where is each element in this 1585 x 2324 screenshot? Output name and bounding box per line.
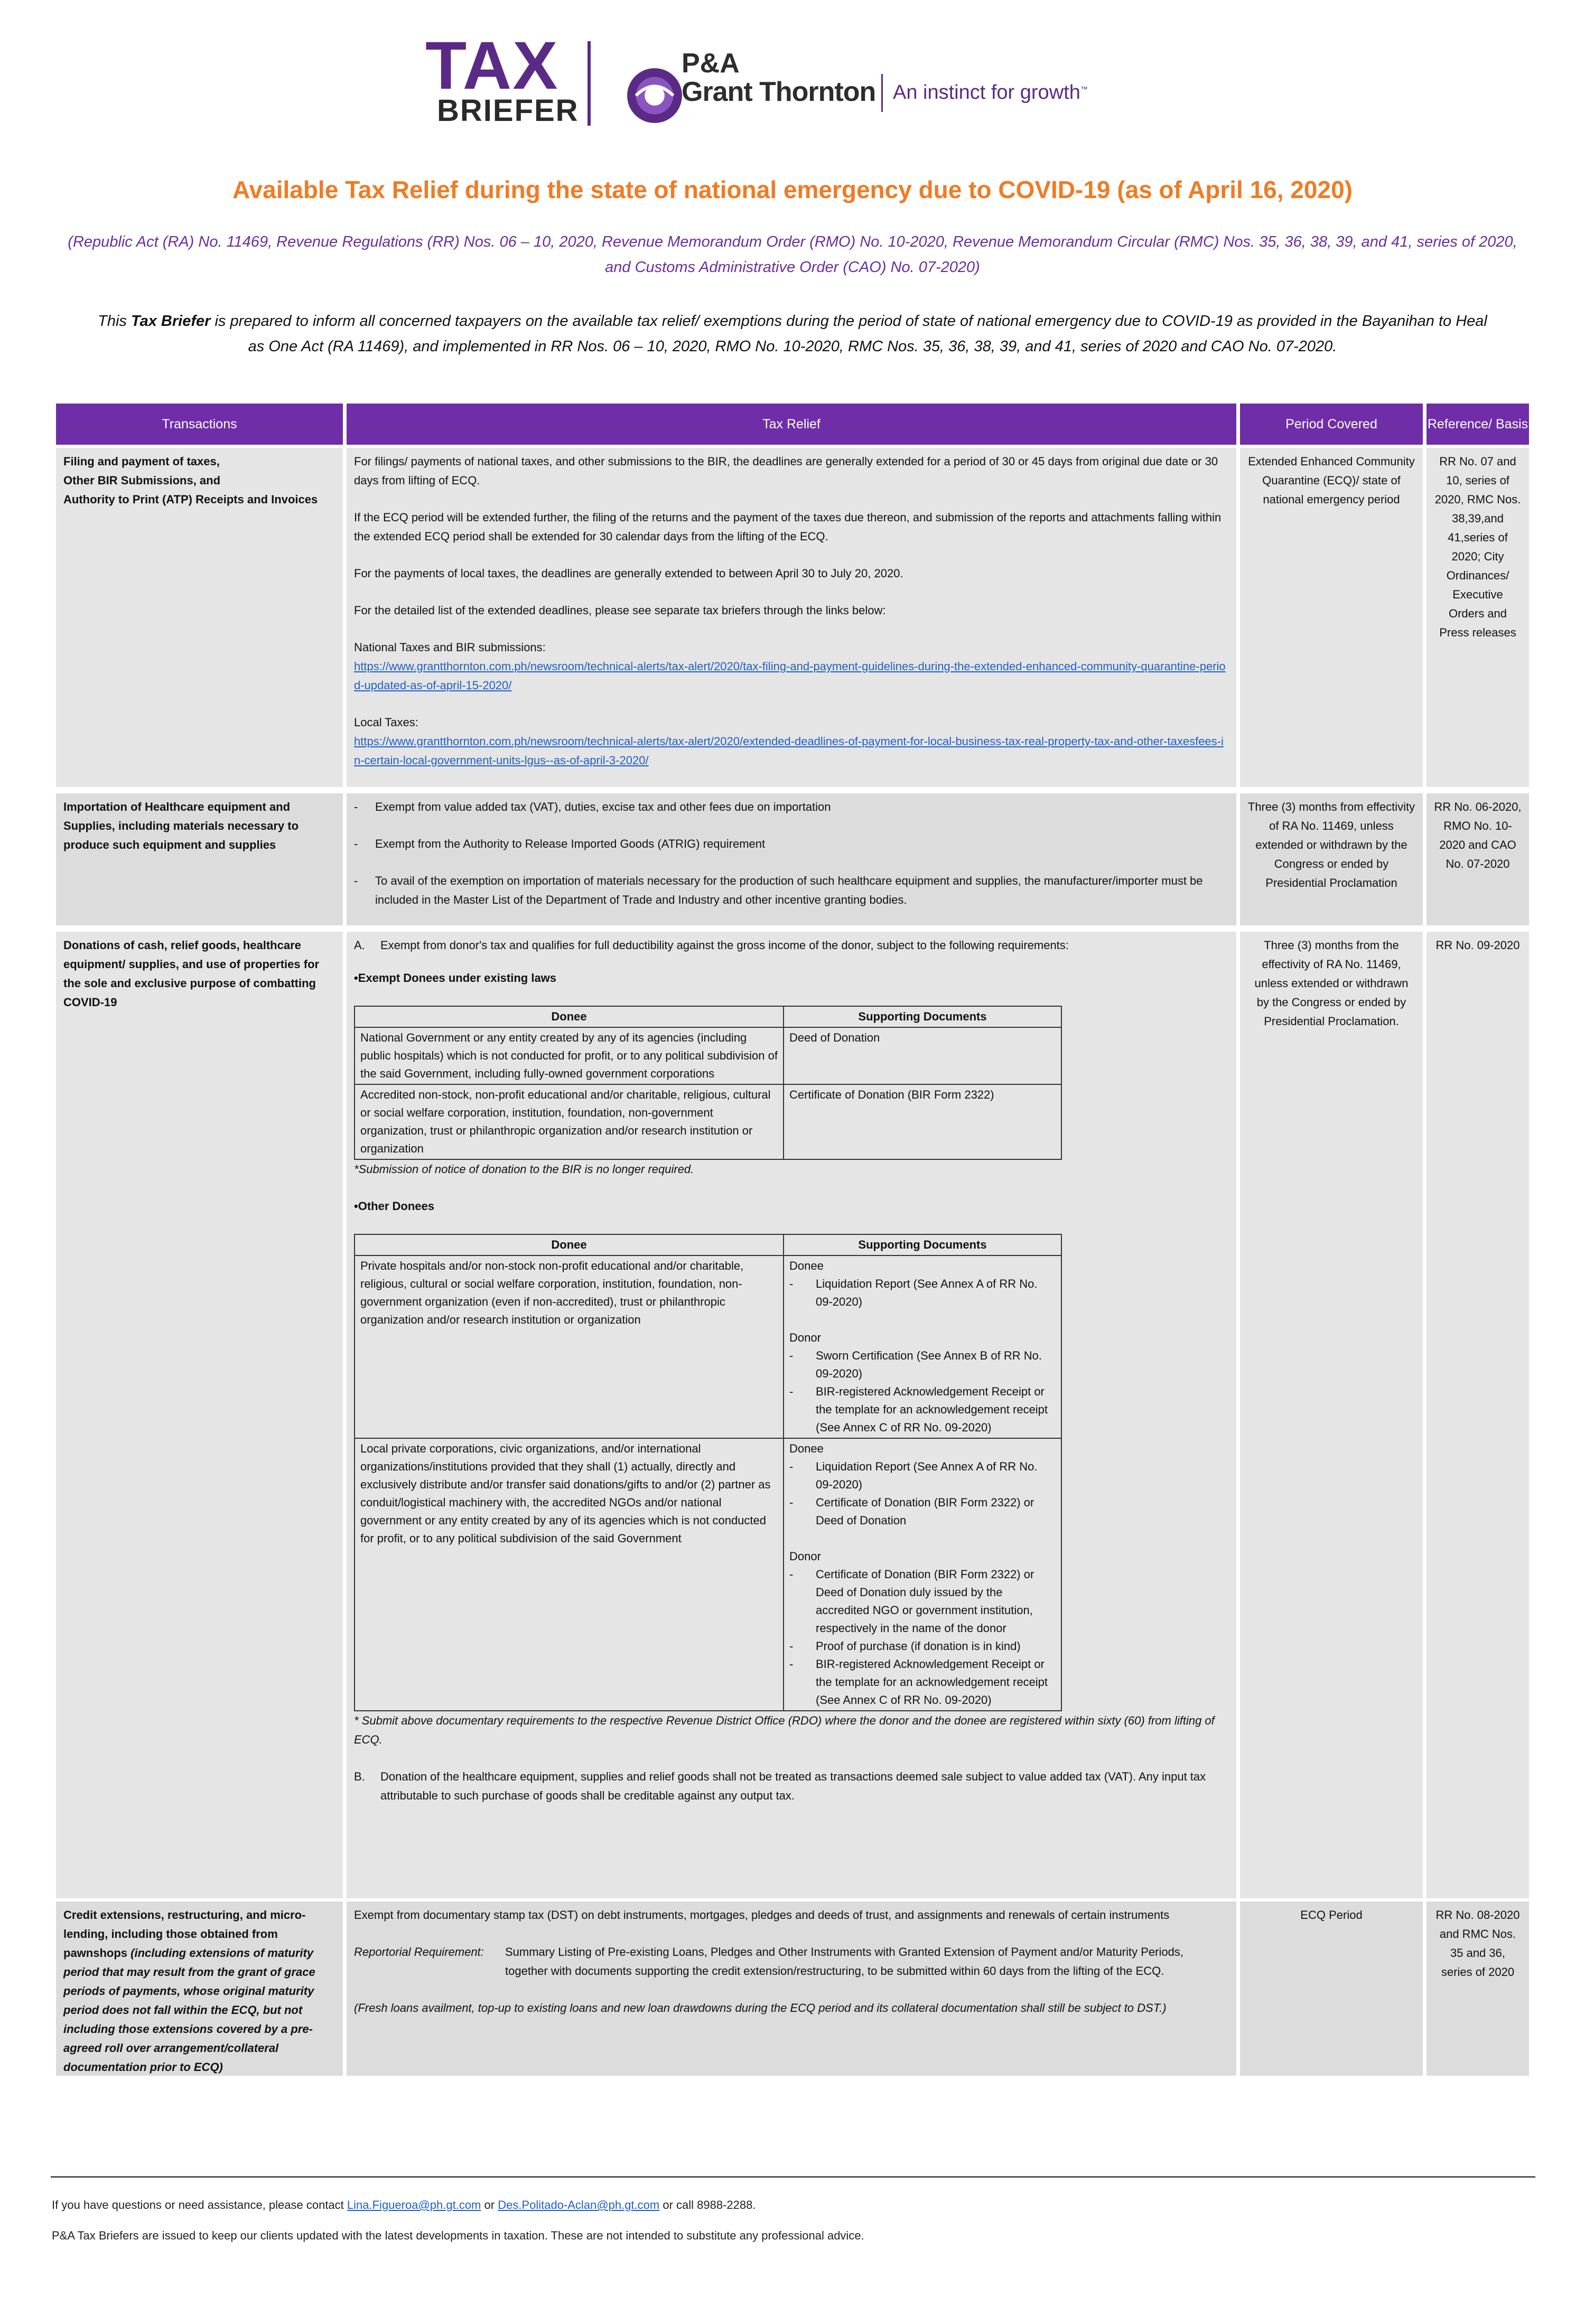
row3-tax-relief: A. Exempt from donor's tax and qualifies for full deductibility against the gross income of the donor, subject to the following requirements: •Exempt Donees under existing laws Donee Supporting Documents National Government or any entity created by any of its agencies (including public hospitals) which is not conducted for profit, or to any political subdivision of the said Government, including fully-owned government corporations Deed of Donation Accredited non-stock, non-profit educational and/or charitable, religious, cultural or social welfare corporation, institution, foundation, non-government organization, trust or philanthropic organization and/or research institution or organization Certificate of Donation (BIR Form 2322) *Submission of notice of donation to the BIR is no longer required. •Other Donees Donee Supporting Documents Private hospitals and/or non-stock non-profit educational and/or charitable, religious, cultural or social welfare corporation, institution, foundation, non-government organization (even if non-accredited), trust or philanthropic organization and/or research institution or organization Donee - Liquidation Report (See Annex A of RR No. 09-2020) Donor - Sworn Certification (See Annex B of RR No. 09-2020) - BIR-registered Acknowledgement Receipt or the template for an acknowledgement receipt (See Annex C of RR No. 09-2020) Local private corporations, civic organizations, and/or international organizations/institutions provided that they shall (1) actually, directly and exclusively distribute and/or transfer said donations/gifts to and/or (2) partner as conduit/logistical machinery with, the accredited NGOs and/or national government or any entity created by any of its agencies which is not conducted for profit, or to any political subdivision of the said Government Donee - Liquidation Report (See Annex A of RR No. 09-2020) - Certificate of Donation (BIR Form 2322) or Deed of Donation Donor - Certificate of Donation (BIR Form 2322) or Deed of Donation duly issued by the accredited NGO or government institution, respectively in the name of the donor - Proof of purchase (if donation is in kind) - BIR-registered Acknowledgement Receipt or the template for an acknowledgement receipt (See Annex C of RR No. 09-2020) * Submit above documentary requirements to the respective Revenue District Office (RDO) where the donor and the donee are registered within sixty (60) from lifting of ECQ. B. Donation of the healthcare equipment, supplies and relief goods shall not be treated as transactions deemed sale subject to value added tax (VAT). Any input tax attributable to such purchase of goods shall be creditable against any output tax. — [347, 932, 1236, 1898]
row3-reference: RR No. 09-2020 — [1426, 932, 1529, 1898]
row2-transaction: Importation of Healthcare equipment and Supplies, including materials necessary to produce such equipment and supplies — [56, 793, 343, 925]
tax-briefer-logo — [425, 28, 579, 129]
header-tax-relief: Tax Relief — [347, 404, 1236, 445]
tagline-divider — [881, 74, 883, 112]
row3-transaction: Donations of cash, relief goods, healthcare equipment/ supplies, and use of properties for the sole and exclusive purpose of combatting COVID-19 — [56, 932, 343, 1898]
local-taxes-link[interactable]: https://www.grantthornton.com.ph/newsroom/technical-alerts/tax-alert/2020/extended-deadlines-of-payment-for-local-business-tax-real-property-tax-and-other-taxesfees-in-certain-local-government-units-lgus--as-of-april-3-2020/ — [354, 735, 1224, 767]
row2-period: Three (3) months from effectivity of RA No. 11469, unless extended or withdrawn by the Congress or ended by Presidential Proclamation — [1240, 793, 1423, 925]
footer-divider — [51, 2176, 1535, 2178]
email-link-politado[interactable]: Des.Politado-Aclan@ph.gt.com — [498, 2198, 660, 2211]
row4-transaction: Credit extensions, restructuring, and micro-lending, including those obtained from pawnshops (including extensions of maturity period that may result from the grant of grace periods of payments, whose original maturity period does not fall within the ECQ, but not including those extensions covered by a pre-agreed roll over arrangement/collateral documentation prior to ECQ) — [56, 1901, 343, 2076]
row4-tax-relief: Exempt from documentary stamp tax (DST) on debt instruments, mortgages, pledges and deeds of trust, and assignments and renewals of certain instruments Reportorial Requirement: Summary Listing of Pre-existing Loans, Pledges and Other Instruments with Granted Extension of Payment and/or Maturity Periods, together with documents supporting the credit extension/restructuring, to be submitted within 60 days from the lifting of the ECQ. (Fresh loans availment, top-up to existing loans and new loan drawdowns during the ECQ period and its collateral documentation shall still be subject to DST.) — [347, 1901, 1236, 2076]
other-donees-table: Donee Supporting Documents Private hospitals and/or non-stock non-profit educational and/or charitable, religious, cultural or social welfare corporation, institution, foundation, non-government organization (even if non-accredited), trust or philanthropic organization and/or research institution or organization Donee - Liquidation Report (See Annex A of RR No. 09-2020) Donor - Sworn Certification (See Annex B of RR No. 09-2020) - BIR-registered Acknowledgement Receipt or the template for an acknowledgement receipt (See Annex C of RR No. 09-2020) Local private corporations, civic organizations, and/or international organizations/institutions provided that they shall (1) actually, directly and exclusively distribute and/or transfer said donations/gifts to and/or (2) partner as conduit/logistical machinery with, the accredited NGOs and/or national government or any entity created by any of its agencies which is not conducted for profit, or to any political subdivision of the said Government Donee - Liquidation Report (See Annex A of RR No. 09-2020) - Certificate of Donation (BIR Form 2322) or Deed of Donation Donor - Certificate of Donation (BIR Form 2322) or Deed of Donation duly issued by the accredited NGO or government institution, respectively in the name of the donor - Proof of purchase (if donation is in kind) - BIR-registered Acknowledgement Receipt or the template for an acknowledgement receipt (See Annex C of RR No. 09-2020) — [354, 1234, 1062, 1711]
header-period-covered: Period Covered — [1240, 404, 1423, 445]
row3-period: Three (3) months from the effectivity of RA No. 11469, unless extended or withdrawn by the Congress or ended by Presidential Proclamation. — [1240, 932, 1423, 1898]
footer-disclaimer: P&A Tax Briefers are issued to keep our clients updated with the latest developments in taxation. These are not intended to substitute any professional advice. — [52, 2229, 864, 2242]
logo-briefer-text: BRIEFER — [437, 93, 579, 128]
page-subtitle: (Republic Act (RA) No. 11469, Revenue Regulations (RR) Nos. 06 – 10, 2020, Revenue Memorandum Order (RMO) No. 10-2020, Revenue Memorandum Circular (RMC) Nos. 35, 36, 38, 39, and 41, series of 2020, and Customs Administrative Order (CAO) No. 07-2020) — [68, 233, 1517, 276]
logo-firm-name: Grant Thornton — [682, 77, 876, 107]
row1-reference: RR No. 07 and 10, series of 2020, RMC Nos. 38,39,and 41,series of 2020; City Ordinances/ Executive Orders and Press releases — [1426, 448, 1529, 787]
logo-divider — [588, 41, 591, 126]
table-row: Accredited non-stock, non-profit educational and/or charitable, religious, cultural or social welfare corporation, institution, foundation, non-government organization, trust or philanthropic organization and/or research institution or organization Certificate of Donation (BIR Form 2322) — [355, 1084, 1061, 1159]
footer-contact: If you have questions or need assistance, please contact Lina.Figueroa@ph.gt.com or Des.Politado-Aclan@ph.gt.com or call 8988-2288. — [52, 2198, 756, 2211]
logo-pa-text: P&A — [682, 48, 740, 79]
header-transactions: Transactions — [56, 404, 343, 445]
row4-period: ECQ Period — [1240, 1901, 1423, 2076]
page-title: Available Tax Relief during the state of national emergency due to COVID-19 (as of April 16, 2020) — [232, 176, 1353, 203]
logo-tagline: An instinct for growth™ — [893, 81, 1088, 104]
logo-tax-text: TAX — [425, 28, 559, 104]
row2-reference: RR No. 06-2020, RMO No. 10-2020 and CAO No. 07-2020 — [1426, 793, 1529, 925]
table-row: National Government or any entity created by any of its agencies (including public hospitals) which is not conducted for profit, or to any political subdivision of the said Government, including fully-owned government corporations Deed of Donation — [355, 1027, 1061, 1084]
row2-tax-relief: - Exempt from value added tax (VAT), duties, excise tax and other fees due on importation - Exempt from the Authority to Release Imported Goods (ATRIG) requirement - To avail of the exemption on importation of materials necessary for the production of such healthcare equipment and supplies, the manufacturer/importer must be included in the Master List of the Department of Trade and Industry and other incentive granting bodies. — [347, 793, 1236, 925]
row1-tax-relief: For filings/ payments of national taxes, and other submissions to the BIR, the deadlines are generally extended for a period of 30 or 45 days from original due date or 30 days from lifting of ECQ. If the ECQ period will be extended further, the filing of the returns and the payment of the taxes due thereon, and submission of the reports and attachments falling within the extended ECQ period shall be extended for 30 calendar days from the lifting of the ECQ. For the payments of local taxes, the deadlines are generally extended to between April 30 to July 20, 2020. For the detailed list of the extended deadlines, please see separate tax briefers through the links below: National Taxes and BIR submissions: https://www.grantthornton.com.ph/newsroom/technical-alerts/tax-alert/2020/tax-filing-and-payment-guidelines-during-the-extended-enhanced-community-quarantine-period-updated-as-of-april-15-2020/ Local Taxes: https://www.grantthornton.com.ph/newsroom/technical-alerts/tax-alert/2020/extended-deadlines-of-payment-for-local-business-tax-real-property-tax-and-other-taxesfees-in-certain-local-government-units-lgus--as-of-april-3-2020/ — [347, 448, 1236, 787]
row1-transaction: Filing and payment of taxes, Other BIR Submissions, and Authority to Print (ATP) Receipts and Invoices — [56, 448, 343, 787]
exempt-donees-table: Donee Supporting Documents National Government or any entity created by any of its agencies (including public hospitals) which is not conducted for profit, or to any political subdivision of the said Government, including fully-owned government corporations Deed of Donation Accredited non-stock, non-profit educational and/or charitable, religious, cultural or social welfare corporation, institution, foundation, non-government organization, trust or philanthropic organization and/or research institution or organization Certificate of Donation (BIR Form 2322) — [354, 1006, 1062, 1160]
table-row: Local private corporations, civic organizations, and/or international organizations/institutions provided that they shall (1) actually, directly and exclusively distribute and/or transfer said donations/gifts to and/or (2) partner as conduit/logistical machinery with, the accredited NGOs and/or national government or any entity created by any of its agencies which is not conducted for profit, or to any political subdivision of the said Government Donee - Liquidation Report (See Annex A of RR No. 09-2020) - Certificate of Donation (BIR Form 2322) or Deed of Donation Donor - Certificate of Donation (BIR Form 2322) or Deed of Donation duly issued by the accredited NGO or government institution, respectively in the name of the donor - Proof of purchase (if donation is in kind) - BIR-registered Acknowledgement Receipt or the template for an acknowledgement receipt (See Annex C of RR No. 09-2020) — [355, 1438, 1061, 1711]
email-link-figueroa[interactable]: Lina.Figueroa@ph.gt.com — [347, 2198, 481, 2211]
row4-reference: RR No. 08-2020 and RMC Nos. 35 and 36, series of 2020 — [1426, 1901, 1529, 2076]
intro-paragraph: This Tax Briefer is prepared to inform all concerned taxpayers on the available tax relief/ exemptions during the period of state of national emergency due to COVID-19 as provided in the Bayanihan to Heal as One Act (RA 11469), and implemented in RR Nos. 06 – 10, 2020, RMO No. 10-2020, RMC Nos. 35, 36, 38, 39, and 41, series of 2020 and CAO No. 07-2020. — [98, 313, 1487, 355]
grant-thornton-mark-icon — [623, 64, 686, 127]
row1-period: Extended Enhanced Community Quarantine (ECQ)/ state of national emergency period — [1240, 448, 1423, 787]
national-taxes-link[interactable]: https://www.grantthornton.com.ph/newsroom/technical-alerts/tax-alert/2020/tax-filing-and-payment-guidelines-during-the-extended-enhanced-community-quarantine-period-updated-as-of-april-15-2020/ — [354, 660, 1226, 692]
table-row: Private hospitals and/or non-stock non-profit educational and/or charitable, religious, cultural or social welfare corporation, institution, foundation, non-government organization (even if non-accredited), trust or philanthropic organization and/or research institution or organization Donee - Liquidation Report (See Annex A of RR No. 09-2020) Donor - Sworn Certification (See Annex B of RR No. 09-2020) - BIR-registered Acknowledgement Receipt or the template for an acknowledgement receipt (See Annex C of RR No. 09-2020) — [355, 1255, 1061, 1438]
header-reference: Reference/ Basis — [1426, 404, 1529, 445]
